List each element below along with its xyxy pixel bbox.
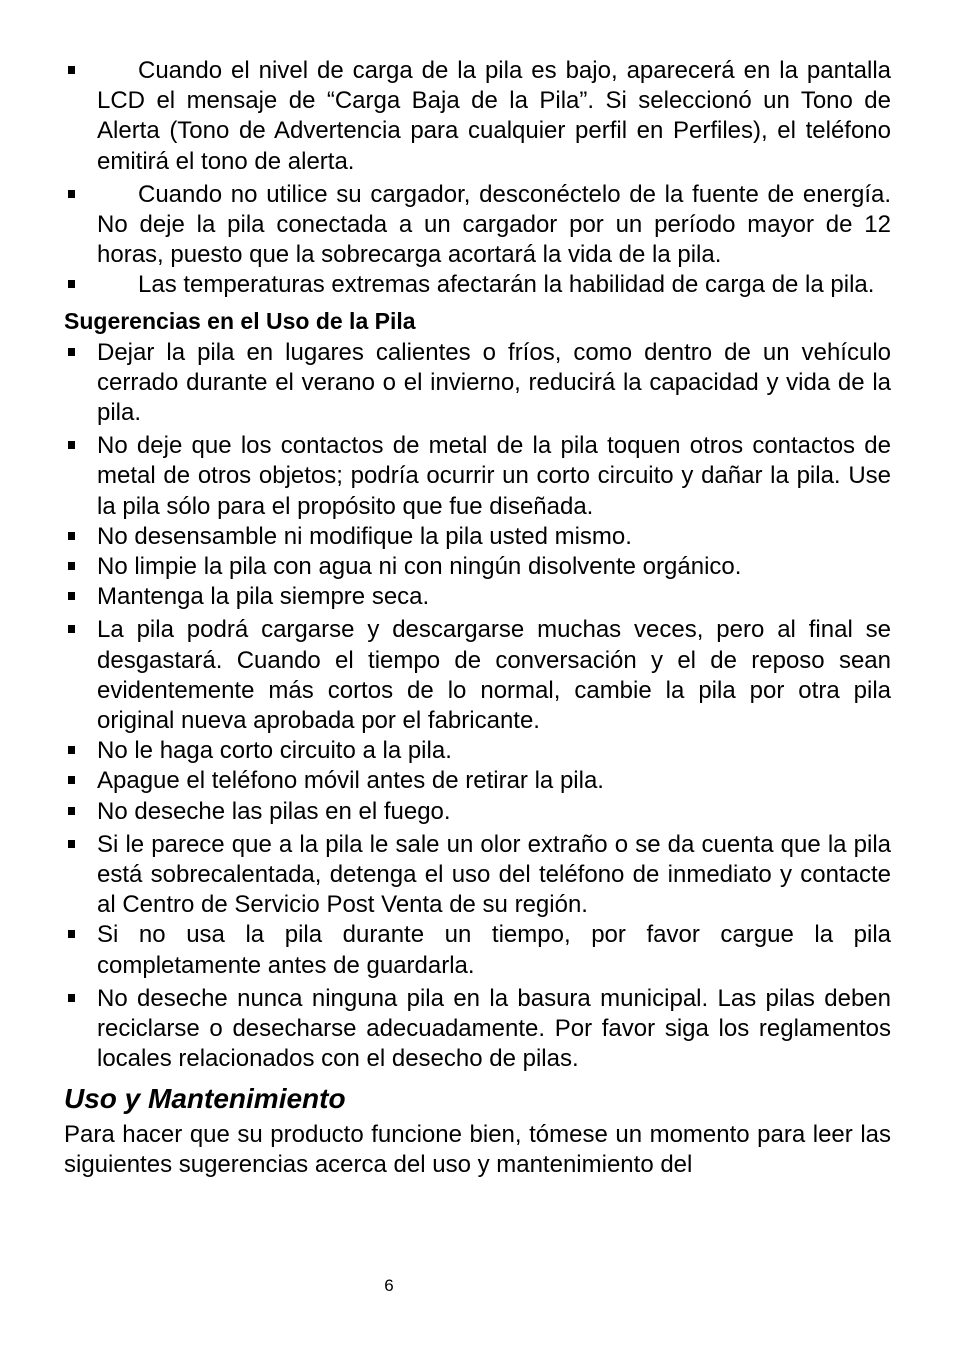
- list-item: [64, 920, 891, 980]
- list-item: [64, 830, 891, 921]
- page-number: 6: [384, 1276, 394, 1295]
- list-item-text: Cuando el nivel de carga de la pila es bajo, aparecerá en la pantalla LCD el mensaje de “Carga Baja de la Pila”. Si seleccionó un Tono de Alerta (Tono de Advertencia para cualquier perfil en Perfiles), el teléfono emitirá el tono de alerta.: [97, 57, 891, 175]
- square-bullet-icon: [68, 840, 75, 848]
- square-bullet-icon: [68, 930, 75, 938]
- list-item: [64, 797, 891, 827]
- square-bullet-icon: [68, 532, 75, 540]
- list-item: [64, 270, 891, 300]
- list-item: [64, 56, 891, 177]
- subheading: Sugerencias en el Uso de la Pila: [64, 307, 416, 334]
- square-bullet-icon: [68, 746, 75, 754]
- list-item-text: Las temperaturas extremas afectarán la habilidad de carga de la pila.: [138, 271, 875, 299]
- list-item-text: Apague el teléfono móvil antes de retirar la pila.: [97, 767, 604, 795]
- list-item-text: No limpie la pila con agua ni con ningún disolvente orgánico.: [97, 553, 742, 581]
- square-bullet-icon: [68, 348, 75, 356]
- square-bullet-icon: [68, 562, 75, 570]
- list-item-text: Si no usa la pila durante un tiempo, por favor cargue la pila completamente antes de guardarla.: [97, 921, 891, 979]
- square-bullet-icon: [68, 592, 75, 600]
- list-item: [64, 615, 891, 736]
- list-item-text: No deje que los contactos de metal de la pila toquen otros contactos de metal de otros objetos; podría ocurrir un corto circuito y dañar la pila. Use la pila sólo para el propósito que fue diseñada.: [97, 432, 891, 520]
- list-item: [64, 552, 891, 582]
- list-item: [64, 736, 891, 766]
- square-bullet-icon: [68, 776, 75, 784]
- list-item-text: Mantenga la pila siempre seca.: [97, 583, 430, 611]
- list-item-text: Si le parece que a la pila le sale un olor extraño o se da cuenta que la pila está sobrecalentada, detenga el uso del teléfono de inmediato y contacte al Centro de Servicio Post Venta de su región.: [97, 830, 891, 919]
- list-item-text: No deseche nunca ninguna pila en la basura municipal. Las pilas deben reciclarse o desecharse adecuadamente. Por favor siga los reglamentos locales relacionados con el desecho de pilas.: [97, 984, 891, 1073]
- list-item-text: Dejar la pila en lugares calientes o fríos, como dentro de un vehículo cerrado durante el verano o el invierno, reducirá la capacidad y vida de la pila.: [97, 338, 891, 427]
- square-bullet-icon: [68, 280, 75, 288]
- document-page: [64, 56, 891, 1180]
- square-bullet-icon: [68, 441, 75, 449]
- list-item-text: La pila podrá cargarse y descargarse muchas veces, pero al final se desgastará. Cuando el tiempo de conversación y el de reposo sean evidentemente más cortos de lo normal, cambie la pila por otra pila original nueva aprobada por el fabricante.: [97, 616, 891, 735]
- list-item-text: No le haga corto circuito a la pila.: [97, 737, 452, 765]
- list-item: [64, 582, 891, 612]
- square-bullet-icon: [68, 66, 75, 74]
- square-bullet-icon: [68, 190, 75, 198]
- list-item: [64, 180, 891, 271]
- square-bullet-icon: [68, 625, 75, 633]
- square-bullet-icon: [68, 807, 75, 815]
- list-item: [64, 766, 891, 796]
- list-item-text: Cuando no utilice su cargador, desconéctelo de la fuente de energía. No deje la pila conectada a un cargador por un período mayor de 12 horas, puesto que la sobrecarga acortará la vida de la pila.: [97, 180, 891, 269]
- square-bullet-icon: [68, 994, 75, 1002]
- list-item-text: No desensamble ni modifique la pila usted mismo.: [97, 522, 632, 550]
- list-item-text: No deseche las pilas en el fuego.: [97, 797, 451, 825]
- list-item: [64, 522, 891, 552]
- section-paragraph: Para hacer que su producto funcione bien, tómese un momento para leer las siguientes sugerencias acerca del uso y mantenimiento del: [64, 1120, 891, 1178]
- list-item: [64, 431, 891, 522]
- list-item: [64, 338, 891, 429]
- list-item: [64, 984, 891, 1075]
- section-title: Uso y Mantenimiento: [64, 1082, 346, 1114]
